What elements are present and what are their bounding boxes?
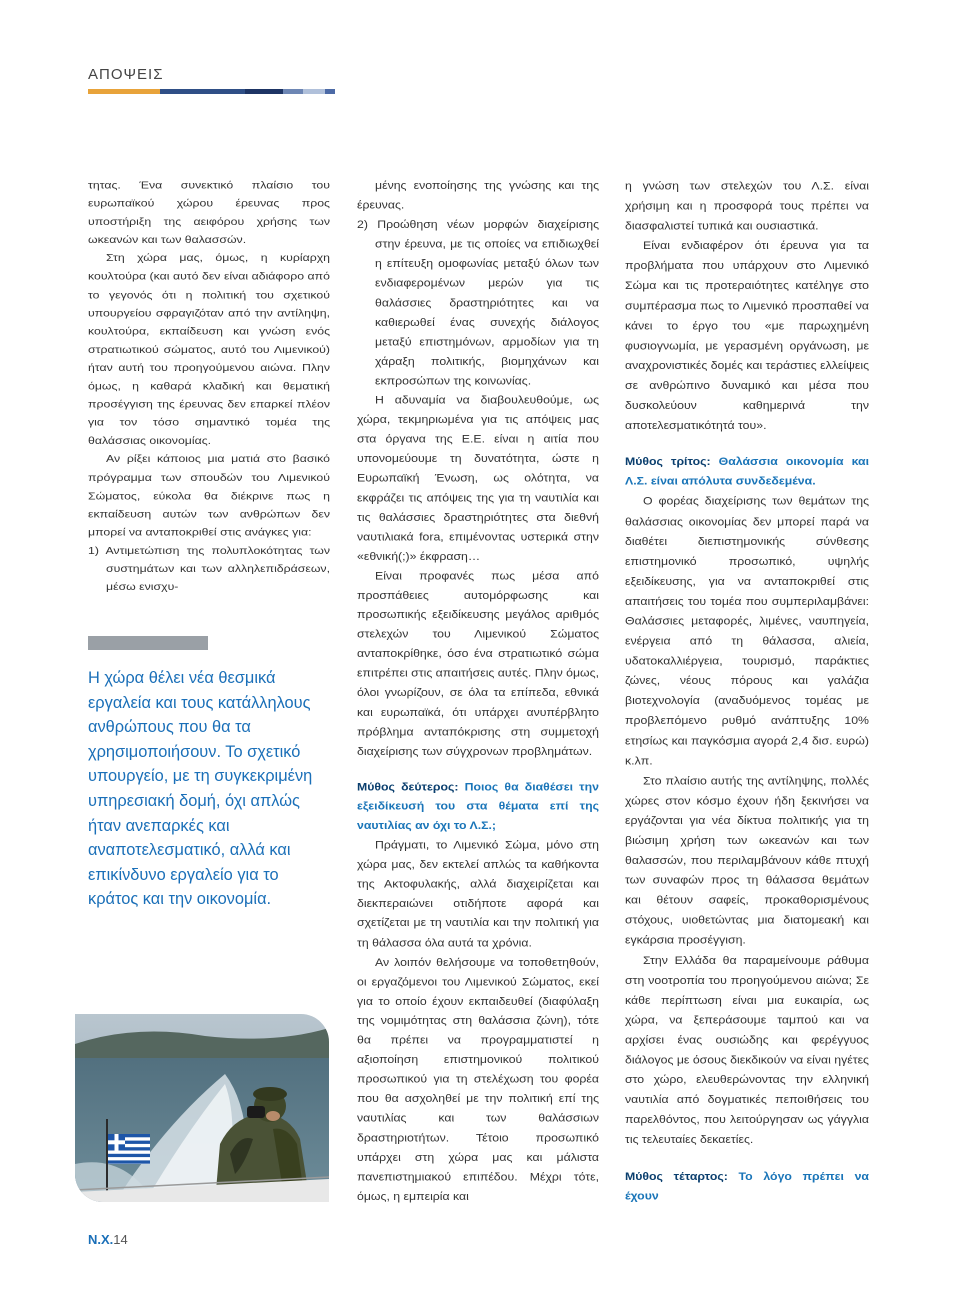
subheading-text: Το λόγο πρέπει να έχουν <box>625 1169 869 1203</box>
paragraph: Είναι προφανές πως μέσα από προσπάθειες αυτομόρφωσης και προσωπικής εξειδίκευσης μεγάλος αριθμός στελεχών του Λιμενικού Σώματος ανταποκρίθηκε, όσο ένα στρατιωτικό σώμα επιτρέπει στις απαιτήσεις αυτές. Πλην όμως, όλοι γνωρίζουν, σε όλα τα επίπεδα, εθνικά και ευρωπαϊκά, ότι υπάρχει ανυπέρβλητο πρόβλημα ανταπόκρισης στη συμμετοχή διαχείρισης των σύγχρονων προβλημάτων. <box>357 569 600 758</box>
paragraph: Στη χώρα μας, όμως, η κυρίαρχη κουλτούρα (και αυτό δεν είναι αδιάφορο από το γεγονός ότι η πολιτική του σχετικού υπουργείου σφραγιζόταν από την αντίληψη, κουλτούρα, εκπαίδευση και γνώση ενός στρατιωτικού σώματος, αυτό του Λιμενικού) ήταν αυτή του προηγούμενου αιώνα. Πλην όμως, η καθαρά κλαδική και θεματική προσέγγιση της έρευνας δεν επαρκεί πλέον για τον τόσο σημαντικό τομέα της θαλάσσιας οικονομίας. <box>88 252 330 447</box>
paragraph: η γνώση των στελεχών του Λ.Σ. είναι χρήσιμη και η προσφορά τους πρέπει να διασφαλιστεί τυπικά και ουσιαστικά. <box>625 179 869 233</box>
paragraph: τητας. Ένα συνεκτικό πλαίσιο του ευρωπαϊκού χώρου έρευνας προς υποστήριξη της αειφόρου χρήσης των ωκεανών και των θαλασσών. <box>88 179 330 246</box>
subheading-myth-2 <box>357 777 599 835</box>
article-column-3 <box>625 176 869 1206</box>
coast-guard-boat-photo <box>75 1014 329 1202</box>
page-footer <box>88 1232 128 1247</box>
paragraph: Στο πλαίσιο αυτής της αντίληψης, πολλές χώρες στον κόσμο έχουν ήδη ξεκινήσει να εργάζονται για νέα δίκτυα πολιτικής για τη βιώσιμη χρήση των ωκεανών και των θαλασσών, που περιλαμβάνουν κάθε πτυχή των συναφών προς τη θάλασσα θεμάτων και θέτουν σαφείς, προκαθορισμένους στόχους, υιοθετώντας μια διατομεακή και εγκάρσια προσέγγιση. <box>625 774 869 947</box>
boat-photo-illustration <box>75 1014 329 1202</box>
article-column-1 <box>88 176 330 596</box>
paragraph: Η αδυναμία να διαβουλευθούμε, ως χώρα, τεκμηριωμένα για τις απόψεις μας στα όργανα της Ε.Ε. είναι η αιτία που υπονομεύουμε τη δυνατότητα, ώστε η Ευρωπαϊκή Ένωση, ως ολότητα, να εκφράζει τις απόψεις της για τη ναυτιλία και τις θαλάσσιες δραστηριότητες στα διεθνή ναυτιλιακά fora, επιμένοντας υστερικά στην «εθνική(;)» έκφραση… <box>357 394 599 563</box>
subheading-text: Θαλάσσια οικονομία και Λ.Σ. είναι απόλυτα συνδεδεμένα. <box>625 455 869 488</box>
section-color-bar <box>88 89 335 94</box>
list-item: 2) Προώθηση νέων μορφών διαχείρισης στην έρευνα, με τις οποίες να επιδιωχθεί η επίτευξη ομοφωνίας μεταξύ όλων των ενδιαφερομένων μερών για τις θαλάσσιες δραστηριότητες και να καθιερωθεί ένας συνεχής διάλογος μεταξύ επιστημόνων, αρμοδίων για τη χάραξη πολιτικής, βιομηχάνων και εκπροσώπων της κοινωνίας. <box>357 218 599 387</box>
pullquote: Η χώρα θέλει νέα θεσμικά εργαλεία και τους κατάλληλους ανθρώπους που θα τα χρησιμοποιήσουν. Το σχετικό υπουργείο, με τη συγκεκριμένη υπηρεσιακή δομή, όχι απλώς ήταν ανεπαρκές και αναποτελεσματικό, αλλά και επικίνδυνο εργαλείο για το κράτος και την οικονομία. <box>88 669 313 909</box>
paragraph: Ο φορέας διαχείρισης των θεμάτων της θαλάσσιας οικονομίας δεν μπορεί παρά να διαθέτει διεπιστημονικής σύνθεσης επιστημονικό προσωπικό, υψηλής εξειδίκευσης, για να ανταποκριθεί στις απαιτήσεις του τομέα που συμπεριλαμβάνει: Θαλάσσιες μεταφορές, λιμένες, ναυπηγεία, ενέργεια από τη θάλασσα, αλιεία, υδατοκαλλιέργεια, τουρισμό, παράκτιες ζώνες, νέους πόρους και γαλάζια βιοτεχνολογία (αναδυόμενος τομέας με προβλεπόμενο ρυθμό ανάπτυξης 10% ετησίως και παγκόσμια αγορά 2,4 δισ. ευρώ) κ.λπ. <box>625 495 869 767</box>
paragraph: Αν λοιπόν θελήσουμε να τοποθετηθούν, οι εργαζόμενοι του Λιμενικού Σώματος, εκεί για το οποίο έχουν εκπαιδευθεί (διαφύλαξη της νομιμότητας στη θαλάσσια ζώνη), τότε θα πρέπει να προγραμματιστεί η αξιοποίηση επιστημονικού πολιτικού προσωπικού για τη στελέχωση του φορέα που θα ασχοληθεί με την πολιτική επί της ναυτιλίας και των θαλάσσιων δραστηριοτήτων. Τέτοιο προσωπικό υπάρχει στη χώρα μας και μάλιστα πανεπιστημιακού επιπέδου. Μέχρι τότε, όμως, η εμπειρία και <box>357 955 599 1203</box>
paragraph: Στην Ελλάδα θα παραμείνουμε ράθυμα στη νοοτροπία του προηγούμενου αιώνα; Σε κάθε περίπτωση είναι μια ευκαιρία, ως χώρα, να ξεπεράσουμε ταμπού και να αρχίσει ένας ουσιώδης και φερέγγυος διάλογος με όσους διεκδικούν να είναι ηγέτες στο χώρο, ελευθερώνοντας την ελληνική ναυτιλία από δογματικές πεποιθήσεις του παρελθόντος, που λειτούργησαν ως γάγγλια τις τελευταίες δεκαετίες. <box>625 953 869 1146</box>
subheading-myth-3 <box>625 452 869 492</box>
page-number: 14 <box>113 1232 128 1247</box>
article-column-2 <box>357 176 599 1206</box>
pullquote-bar <box>88 636 208 650</box>
subheading-text: Ποιος θα διαθέσει την εξειδίκευσή του στα θέματα επί της ναυτιλίας αν όχι το Λ.Σ.; <box>357 780 599 832</box>
paragraph: Αν ρίξει κάποιος μια ματιά στο βασικό πρόγραμμα των σπουδών του Λιμενικού Σώματος, εύκολα θα διέκρινε πως η εκπαίδευση αυτών των ανθρώπων δεν μπορεί να ανταποκριθεί στις ανάγκες για: <box>88 453 330 538</box>
subheading-label: Μύθος δεύτερος: <box>357 780 459 793</box>
subheading-label: Μύθος τρίτος: <box>625 455 711 468</box>
paragraph: Είναι ενδιαφέρον ότι έρευνα για τα προβλήματα που υπάρχουν στο Λιμενικό Σώμα και τις προτεραιότητες κατέληγε στο συμπέρασμα πως το Λιμενικό προσπαθεί να κάνει το έργο του «με παρωχημένη φυσιογνωμία, με γερασμένη οργάνωση, με αναχρονιστικές δομές και τεράστιες ελλείψεις σε ανθρώπινο δυναμικό και μέσα που δυσκολεύουν καθημερινά την αποτελεσματικότητά του». <box>625 239 869 432</box>
section-title: ΑΠΟΨΕΙΣ <box>88 66 164 83</box>
list-item: 1) Αντιμετώπιση της πολυπλοκότητας των συστημάτων και των αλληλεπιδράσεων, μέσω ενισχυ- <box>88 544 330 593</box>
subheading-myth-4 <box>625 1166 869 1206</box>
subheading-label: Μύθος τέταρτος: <box>625 1169 728 1183</box>
paragraph: μένης ενοποίησης της γνώσης και της έρευνας. <box>357 179 599 212</box>
paragraph: Πράγματι, το Λιμενικό Σώμα, μόνο στη χώρα μας, δεν εκτελεί απλώς τα καθήκοντα της Ακτοφυλακής, αλλά διαχειρίζεται και διεκπεραιώνει οτιδήποτε αφορά και σχετίζεται με τη ναυτιλία και την πολιτική για τη θάλασσα όλα αυτά τα χρόνια. <box>357 838 599 949</box>
magazine-abbrev: Ν.Χ. <box>88 1232 114 1247</box>
